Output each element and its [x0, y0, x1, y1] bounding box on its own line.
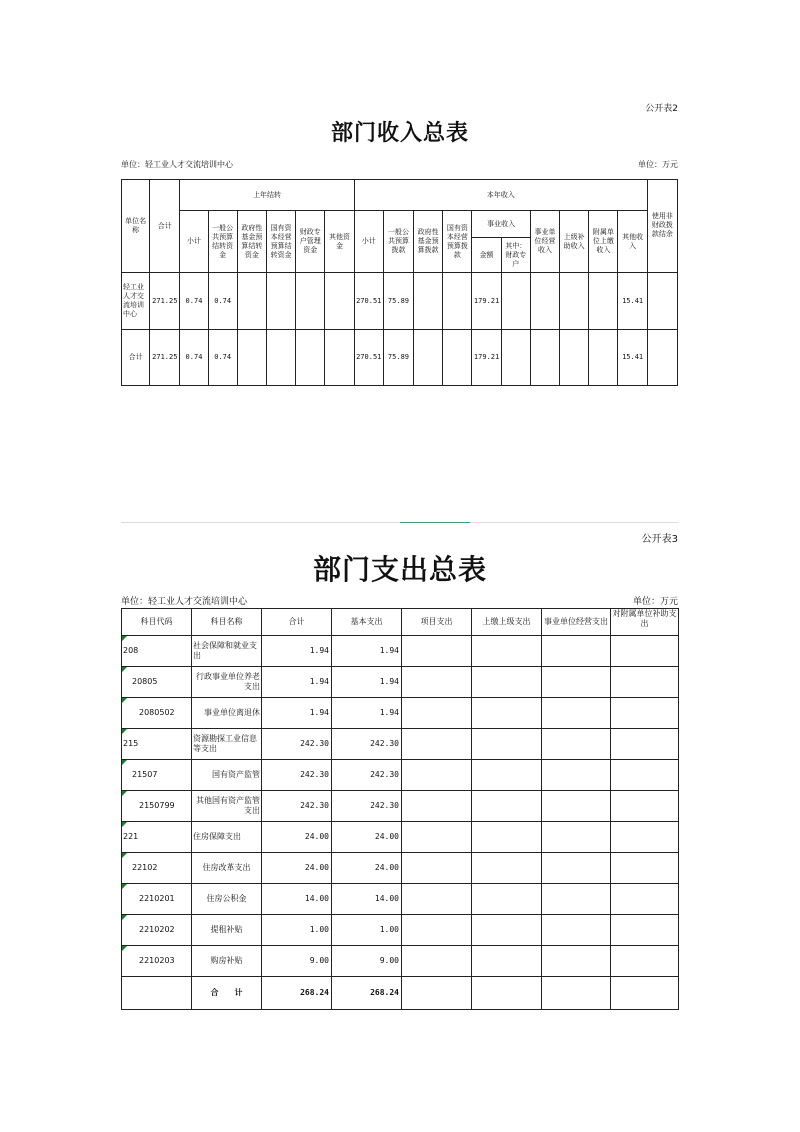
income-title: 部门收入总表 [330, 120, 469, 146]
expense-header-code: 科目代码 [122, 609, 192, 636]
income-table [121, 179, 678, 386]
income-header-superior-subsidy: 上级补助收入 [560, 211, 589, 273]
expense-cell-basic: 1.00 [332, 915, 402, 946]
income-cell-cur-general: 75.89 [383, 273, 413, 330]
expense-table-tag: 公开表3 [641, 534, 678, 545]
expense-cell-total: 242.30 [262, 760, 332, 791]
income-header-cur-gov-fund: 政府性基金预算拨款 [414, 211, 443, 273]
expense-cell-basic: 24.00 [332, 822, 402, 853]
cell-marker-icon [122, 698, 127, 703]
income-header-cur-subtotal: 小计 [354, 211, 383, 273]
cell-marker-icon [122, 853, 127, 858]
income-header-biz-income: 事业收入 [472, 211, 530, 238]
expense-cell-name: 行政事业单位养老支出 [192, 667, 262, 698]
expense-row [122, 760, 679, 791]
expense-total-row [122, 977, 679, 1010]
income-total-carry-subtotal: 0.74 [180, 330, 208, 386]
expense-cell-code: 2080502 [122, 698, 192, 729]
expense-row [122, 946, 679, 977]
expense-cell-code: 2150799 [122, 791, 192, 822]
page-divider-accent [400, 522, 470, 523]
income-total-biz-amount: 179.21 [472, 330, 501, 386]
expense-header-row [122, 609, 679, 636]
income-table-tag: 公开表2 [645, 104, 678, 114]
expense-unit-right: 单位：万元 [632, 597, 678, 607]
cell-marker-icon [122, 791, 127, 796]
expense-cell-total: 24.00 [262, 822, 332, 853]
cell-marker-icon [122, 667, 127, 672]
expense-cell-name: 事业单位离退休 [192, 698, 262, 729]
expense-cell-total: 1.94 [262, 667, 332, 698]
expense-cell-name: 住房公积金 [192, 884, 262, 915]
expense-cell-total: 1.00 [262, 915, 332, 946]
expense-cell-code: 22102 [122, 853, 192, 884]
expense-row [122, 667, 679, 698]
expense-cell-total: 24.00 [262, 853, 332, 884]
expense-cell-name: 国有资产监管 [192, 760, 262, 791]
income-row [122, 273, 678, 330]
expense-cell-basic: 1.94 [332, 636, 402, 667]
expense-cell-basic: 1.94 [332, 667, 402, 698]
expense-header-biz-operation: 事业单位经营支出 [542, 609, 611, 636]
income-header-carry-subtotal: 小计 [180, 211, 208, 273]
expense-cell-code: 215 [122, 729, 192, 760]
cell-marker-icon [122, 884, 127, 889]
expense-row [122, 698, 679, 729]
cell-marker-icon [122, 636, 127, 641]
income-header-affiliate-remit: 附属单位上缴收入 [589, 211, 618, 273]
expense-cell-name: 住房改革支出 [192, 853, 262, 884]
expense-header-total: 合计 [262, 609, 332, 636]
income-unit-left: 单位：轻工业人才交流培训中心 [121, 160, 233, 169]
expense-cell-code: 2210201 [122, 884, 192, 915]
income-total-other-income: 15.41 [618, 330, 647, 386]
cell-marker-icon [122, 822, 127, 827]
income-header-other-income: 其他收入 [618, 211, 647, 273]
expense-row [122, 853, 679, 884]
expense-title: 部门支出总表 [312, 553, 487, 586]
expense-row [122, 884, 679, 915]
expense-cell-name: 资源勘探工业信息等支出 [192, 729, 262, 760]
income-header-biz-operation: 事业单位经营收入 [530, 211, 559, 273]
expense-header-name: 科目名称 [192, 609, 262, 636]
expense-row [122, 636, 679, 667]
income-cell-other-income: 15.41 [618, 273, 647, 330]
expense-header-remit-superior: 上缴上级支出 [472, 609, 542, 636]
income-total-cur-subtotal: 270.51 [354, 330, 383, 386]
expense-header-basic: 基本支出 [332, 609, 402, 636]
income-header-cur-general: 一般公共预算拨款 [383, 211, 413, 273]
expense-cell-name: 提租补贴 [192, 915, 262, 946]
expense-header-project: 项目支出 [402, 609, 472, 636]
income-header-use-balance: 使用非财政拨款结余 [647, 180, 677, 273]
expense-cell-basic: 24.00 [332, 853, 402, 884]
income-total-total: 271.25 [150, 330, 180, 386]
income-header-unit-name: 单位名称 [122, 180, 150, 273]
expense-cell-code: 208 [122, 636, 192, 667]
cell-marker-icon [122, 760, 127, 765]
expense-cell-name: 其他国有资产监管支出 [192, 791, 262, 822]
cell-marker-icon [122, 915, 127, 920]
income-cell-carry-subtotal: 0.74 [180, 273, 208, 330]
income-header-carry-fiscal-account: 财政专户管理资金 [296, 211, 325, 273]
expense-cell-name: 社会保障和就业支出 [192, 636, 262, 667]
income-total-label: 合计 [122, 330, 150, 386]
expense-cell-name: 住房保障支出 [192, 822, 262, 853]
expense-row [122, 915, 679, 946]
expense-row [122, 822, 679, 853]
expense-cell-code: 2210203 [122, 946, 192, 977]
expense-cell-basic: 9.00 [332, 946, 402, 977]
income-unit-right: 单位：万元 [638, 160, 678, 169]
expense-cell-basic: 242.30 [332, 791, 402, 822]
income-header-carry: 上年结转 [180, 180, 354, 211]
income-header-carry-gov-fund: 政府性基金预算结转资金 [237, 211, 266, 273]
expense-cell-name: 购房补贴 [192, 946, 262, 977]
cell-marker-icon [122, 729, 127, 734]
income-header-total: 合计 [150, 180, 180, 273]
expense-total-total: 268.24 [262, 977, 332, 1010]
income-total-cur-general: 75.89 [383, 330, 413, 386]
expense-cell-total: 9.00 [262, 946, 332, 977]
expense-cell-basic: 14.00 [332, 884, 402, 915]
cell-marker-icon [122, 946, 127, 951]
income-total-carry-general: 0.74 [208, 330, 237, 386]
income-cell-cur-subtotal: 270.51 [354, 273, 383, 330]
income-cell-total: 271.25 [150, 273, 180, 330]
income-header-carry-other: 其他资金 [325, 211, 354, 273]
income-cell-biz-amount: 179.21 [472, 273, 501, 330]
income-header-biz-fiscal: 其中：财政专户 [501, 238, 530, 273]
income-header-cur-state-capital: 国有资本经营预算拨款 [443, 211, 472, 273]
expense-cell-code: 221 [122, 822, 192, 853]
expense-unit-left: 单位：轻工业人才交流培训中心 [121, 597, 248, 607]
expense-cell-code: 20805 [122, 667, 192, 698]
expense-row [122, 729, 679, 760]
expense-cell-total: 1.94 [262, 698, 332, 729]
expense-total-label: 合 计 [192, 977, 262, 1010]
expense-row [122, 791, 679, 822]
income-cell-unit: 轻工业人才交流培训中心 [122, 273, 150, 330]
expense-cell-total: 242.30 [262, 729, 332, 760]
income-header-biz-amount: 金额 [472, 238, 501, 273]
income-cell-carry-general: 0.74 [208, 273, 237, 330]
expense-cell-basic: 242.30 [332, 760, 402, 791]
income-total-row [122, 330, 678, 386]
expense-cell-total: 242.30 [262, 791, 332, 822]
expense-cell-total: 1.94 [262, 636, 332, 667]
expense-cell-code: 2210202 [122, 915, 192, 946]
income-header-carry-general: 一般公共预算结转资金 [208, 211, 237, 273]
expense-cell-total: 14.00 [262, 884, 332, 915]
expense-total-basic: 268.24 [332, 977, 402, 1010]
income-header-current: 本年收入 [354, 180, 647, 211]
expense-table [121, 608, 679, 1010]
expense-header-affiliate-subsidy: 对附属单位补助支出 [611, 609, 679, 636]
expense-cell-code: 21507 [122, 760, 192, 791]
income-header-carry-state-capital: 国有资本经营预算结转资金 [266, 211, 295, 273]
expense-cell-basic: 242.30 [332, 729, 402, 760]
expense-cell-basic: 1.94 [332, 698, 402, 729]
